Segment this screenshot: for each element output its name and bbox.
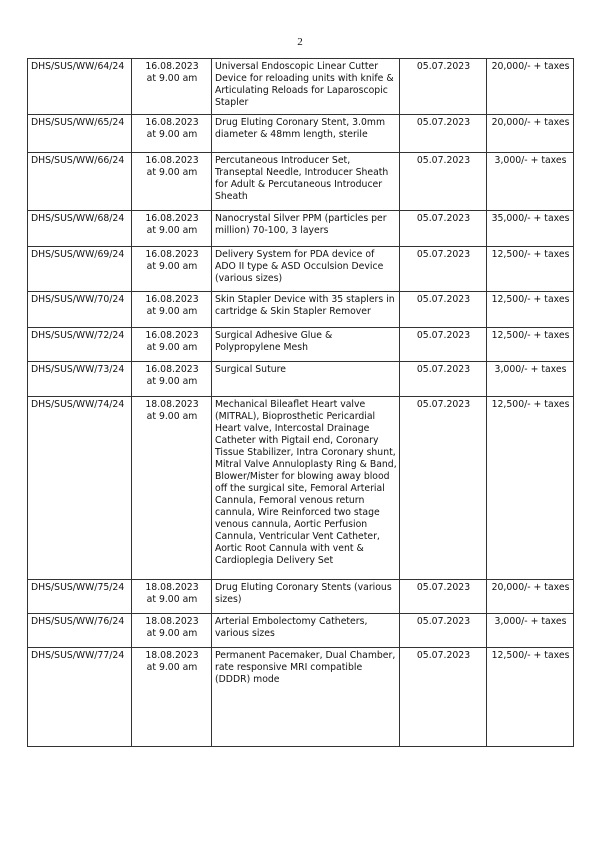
item-description: Delivery System for PDA device of ADO II type & ASD Occulsion Device (various sizes)	[212, 247, 400, 292]
opening-date-value: 18.08.2023	[145, 650, 199, 661]
table-row	[28, 115, 574, 153]
opening-date-value: 18.08.2023	[145, 399, 199, 410]
tender-fee: 20,000/- + taxes	[487, 59, 574, 115]
item-description: Arterial Embolectomy Catheters, various sizes	[212, 614, 400, 648]
opening-date	[132, 292, 212, 328]
opening-time: at 9.00 am	[146, 225, 198, 236]
table-row	[28, 292, 574, 328]
opening-date	[132, 328, 212, 362]
prebid-date: 05.07.2023	[400, 211, 487, 247]
opening-time: at 9.00 am	[146, 129, 198, 140]
prebid-date: 05.07.2023	[400, 397, 487, 580]
table-row	[28, 247, 574, 292]
opening-date-value: 16.08.2023	[145, 330, 199, 341]
tender-fee: 12,500/- + taxes	[487, 247, 574, 292]
table-row	[28, 397, 574, 580]
prebid-date: 05.07.2023	[400, 362, 487, 397]
item-description: Percutaneous Introducer Set, Transeptal Needle, Introducer Sheath for Adult & Percutaneous Introducer Sheath	[212, 153, 400, 211]
opening-date	[132, 614, 212, 648]
opening-date-value: 16.08.2023	[145, 364, 199, 375]
tender-ref: DHS/SUS/WW/72/24	[28, 328, 132, 362]
item-description: Universal Endoscopic Linear Cutter Device for reloading units with knife & Articulating Reloads for Laparoscopic Stapler	[212, 59, 400, 115]
opening-date	[132, 153, 212, 211]
tender-fee: 20,000/- + taxes	[487, 580, 574, 614]
tender-fee: 20,000/- + taxes	[487, 115, 574, 153]
opening-date-value: 16.08.2023	[145, 61, 199, 72]
opening-date-value: 16.08.2023	[145, 155, 199, 166]
tender-ref: DHS/SUS/WW/68/24	[28, 211, 132, 247]
prebid-date: 05.07.2023	[400, 59, 487, 115]
opening-time: at 9.00 am	[146, 342, 198, 353]
item-description: Drug Eluting Coronary Stent, 3.0mm diameter & 48mm length, sterile	[212, 115, 400, 153]
prebid-date: 05.07.2023	[400, 580, 487, 614]
opening-date	[132, 211, 212, 247]
table-row	[28, 328, 574, 362]
table-row	[28, 580, 574, 614]
opening-date	[132, 362, 212, 397]
opening-date-value: 18.08.2023	[145, 582, 199, 593]
tender-ref: DHS/SUS/WW/66/24	[28, 153, 132, 211]
opening-date	[132, 115, 212, 153]
opening-date-value: 16.08.2023	[145, 117, 199, 128]
tender-table	[27, 58, 574, 747]
item-description: Surgical Adhesive Glue & Polypropylene Mesh	[212, 328, 400, 362]
tender-ref: DHS/SUS/WW/77/24	[28, 648, 132, 747]
opening-time: at 9.00 am	[146, 167, 198, 178]
tender-ref: DHS/SUS/WW/64/24	[28, 59, 132, 115]
item-description: Permanent Pacemaker, Dual Chamber, rate responsive MRI compatible (DDDR) mode	[212, 648, 400, 747]
tender-fee: 12,500/- + taxes	[487, 292, 574, 328]
opening-time: at 9.00 am	[146, 73, 198, 84]
prebid-date: 05.07.2023	[400, 328, 487, 362]
opening-date	[132, 580, 212, 614]
table-row	[28, 211, 574, 247]
tender-ref: DHS/SUS/WW/76/24	[28, 614, 132, 648]
prebid-date: 05.07.2023	[400, 648, 487, 747]
table-row	[28, 362, 574, 397]
item-description: Drug Eluting Coronary Stents (various sizes)	[212, 580, 400, 614]
opening-time: at 9.00 am	[146, 628, 198, 639]
tender-fee: 3,000/- + taxes	[487, 153, 574, 211]
tender-fee: 12,500/- + taxes	[487, 328, 574, 362]
opening-date-value: 16.08.2023	[145, 213, 199, 224]
tender-ref: DHS/SUS/WW/74/24	[28, 397, 132, 580]
prebid-date: 05.07.2023	[400, 292, 487, 328]
opening-date	[132, 59, 212, 115]
tender-ref: DHS/SUS/WW/75/24	[28, 580, 132, 614]
opening-date	[132, 247, 212, 292]
opening-time: at 9.00 am	[146, 594, 198, 605]
item-description: Mechanical Bileaflet Heart valve (MITRAL), Bioprosthetic Pericardial Heart valve, Intercostal Drainage Catheter with Pigtail end, Coronary Tissue Stabilizer, Intra Coronary shunt, Mitral Valve Annuloplasty Ring & Band, Blower/Mister for blowing away blood off the surgical site, Femoral Arterial Cannula, Femoral venous return cannula, Wire Reinforced two stage venous cannula, Aortic Perfusion Cannula, Ventricular Vent Catheter, Aortic Root Cannula with vent & Cardioplegia Delivery Set	[212, 397, 400, 580]
opening-date-value: 16.08.2023	[145, 294, 199, 305]
page-number: 2	[297, 36, 303, 48]
opening-date	[132, 648, 212, 747]
item-description: Surgical Suture	[212, 362, 400, 397]
item-description: Skin Stapler Device with 35 staplers in cartridge & Skin Stapler Remover	[212, 292, 400, 328]
table-row	[28, 614, 574, 648]
tender-fee: 3,000/- + taxes	[487, 614, 574, 648]
tender-ref: DHS/SUS/WW/69/24	[28, 247, 132, 292]
tender-ref: DHS/SUS/WW/70/24	[28, 292, 132, 328]
opening-time: at 9.00 am	[146, 662, 198, 673]
prebid-date: 05.07.2023	[400, 115, 487, 153]
opening-date-value: 18.08.2023	[145, 616, 199, 627]
opening-time: at 9.00 am	[146, 306, 198, 317]
tender-ref: DHS/SUS/WW/65/24	[28, 115, 132, 153]
prebid-date: 05.07.2023	[400, 614, 487, 648]
prebid-date: 05.07.2023	[400, 247, 487, 292]
opening-time: at 9.00 am	[146, 376, 198, 387]
opening-time: at 9.00 am	[146, 411, 198, 422]
tender-table-body	[28, 59, 574, 747]
tender-fee: 12,500/- + taxes	[487, 648, 574, 747]
tender-fee: 12,500/- + taxes	[487, 397, 574, 580]
prebid-date: 05.07.2023	[400, 153, 487, 211]
item-description: Nanocrystal Silver PPM (particles per million) 70-100, 3 layers	[212, 211, 400, 247]
opening-time: at 9.00 am	[146, 261, 198, 272]
table-row	[28, 153, 574, 211]
opening-date	[132, 397, 212, 580]
tender-fee: 3,000/- + taxes	[487, 362, 574, 397]
table-row	[28, 648, 574, 747]
tender-ref: DHS/SUS/WW/73/24	[28, 362, 132, 397]
table-row	[28, 59, 574, 115]
opening-date-value: 16.08.2023	[145, 249, 199, 260]
tender-fee: 35,000/- + taxes	[487, 211, 574, 247]
